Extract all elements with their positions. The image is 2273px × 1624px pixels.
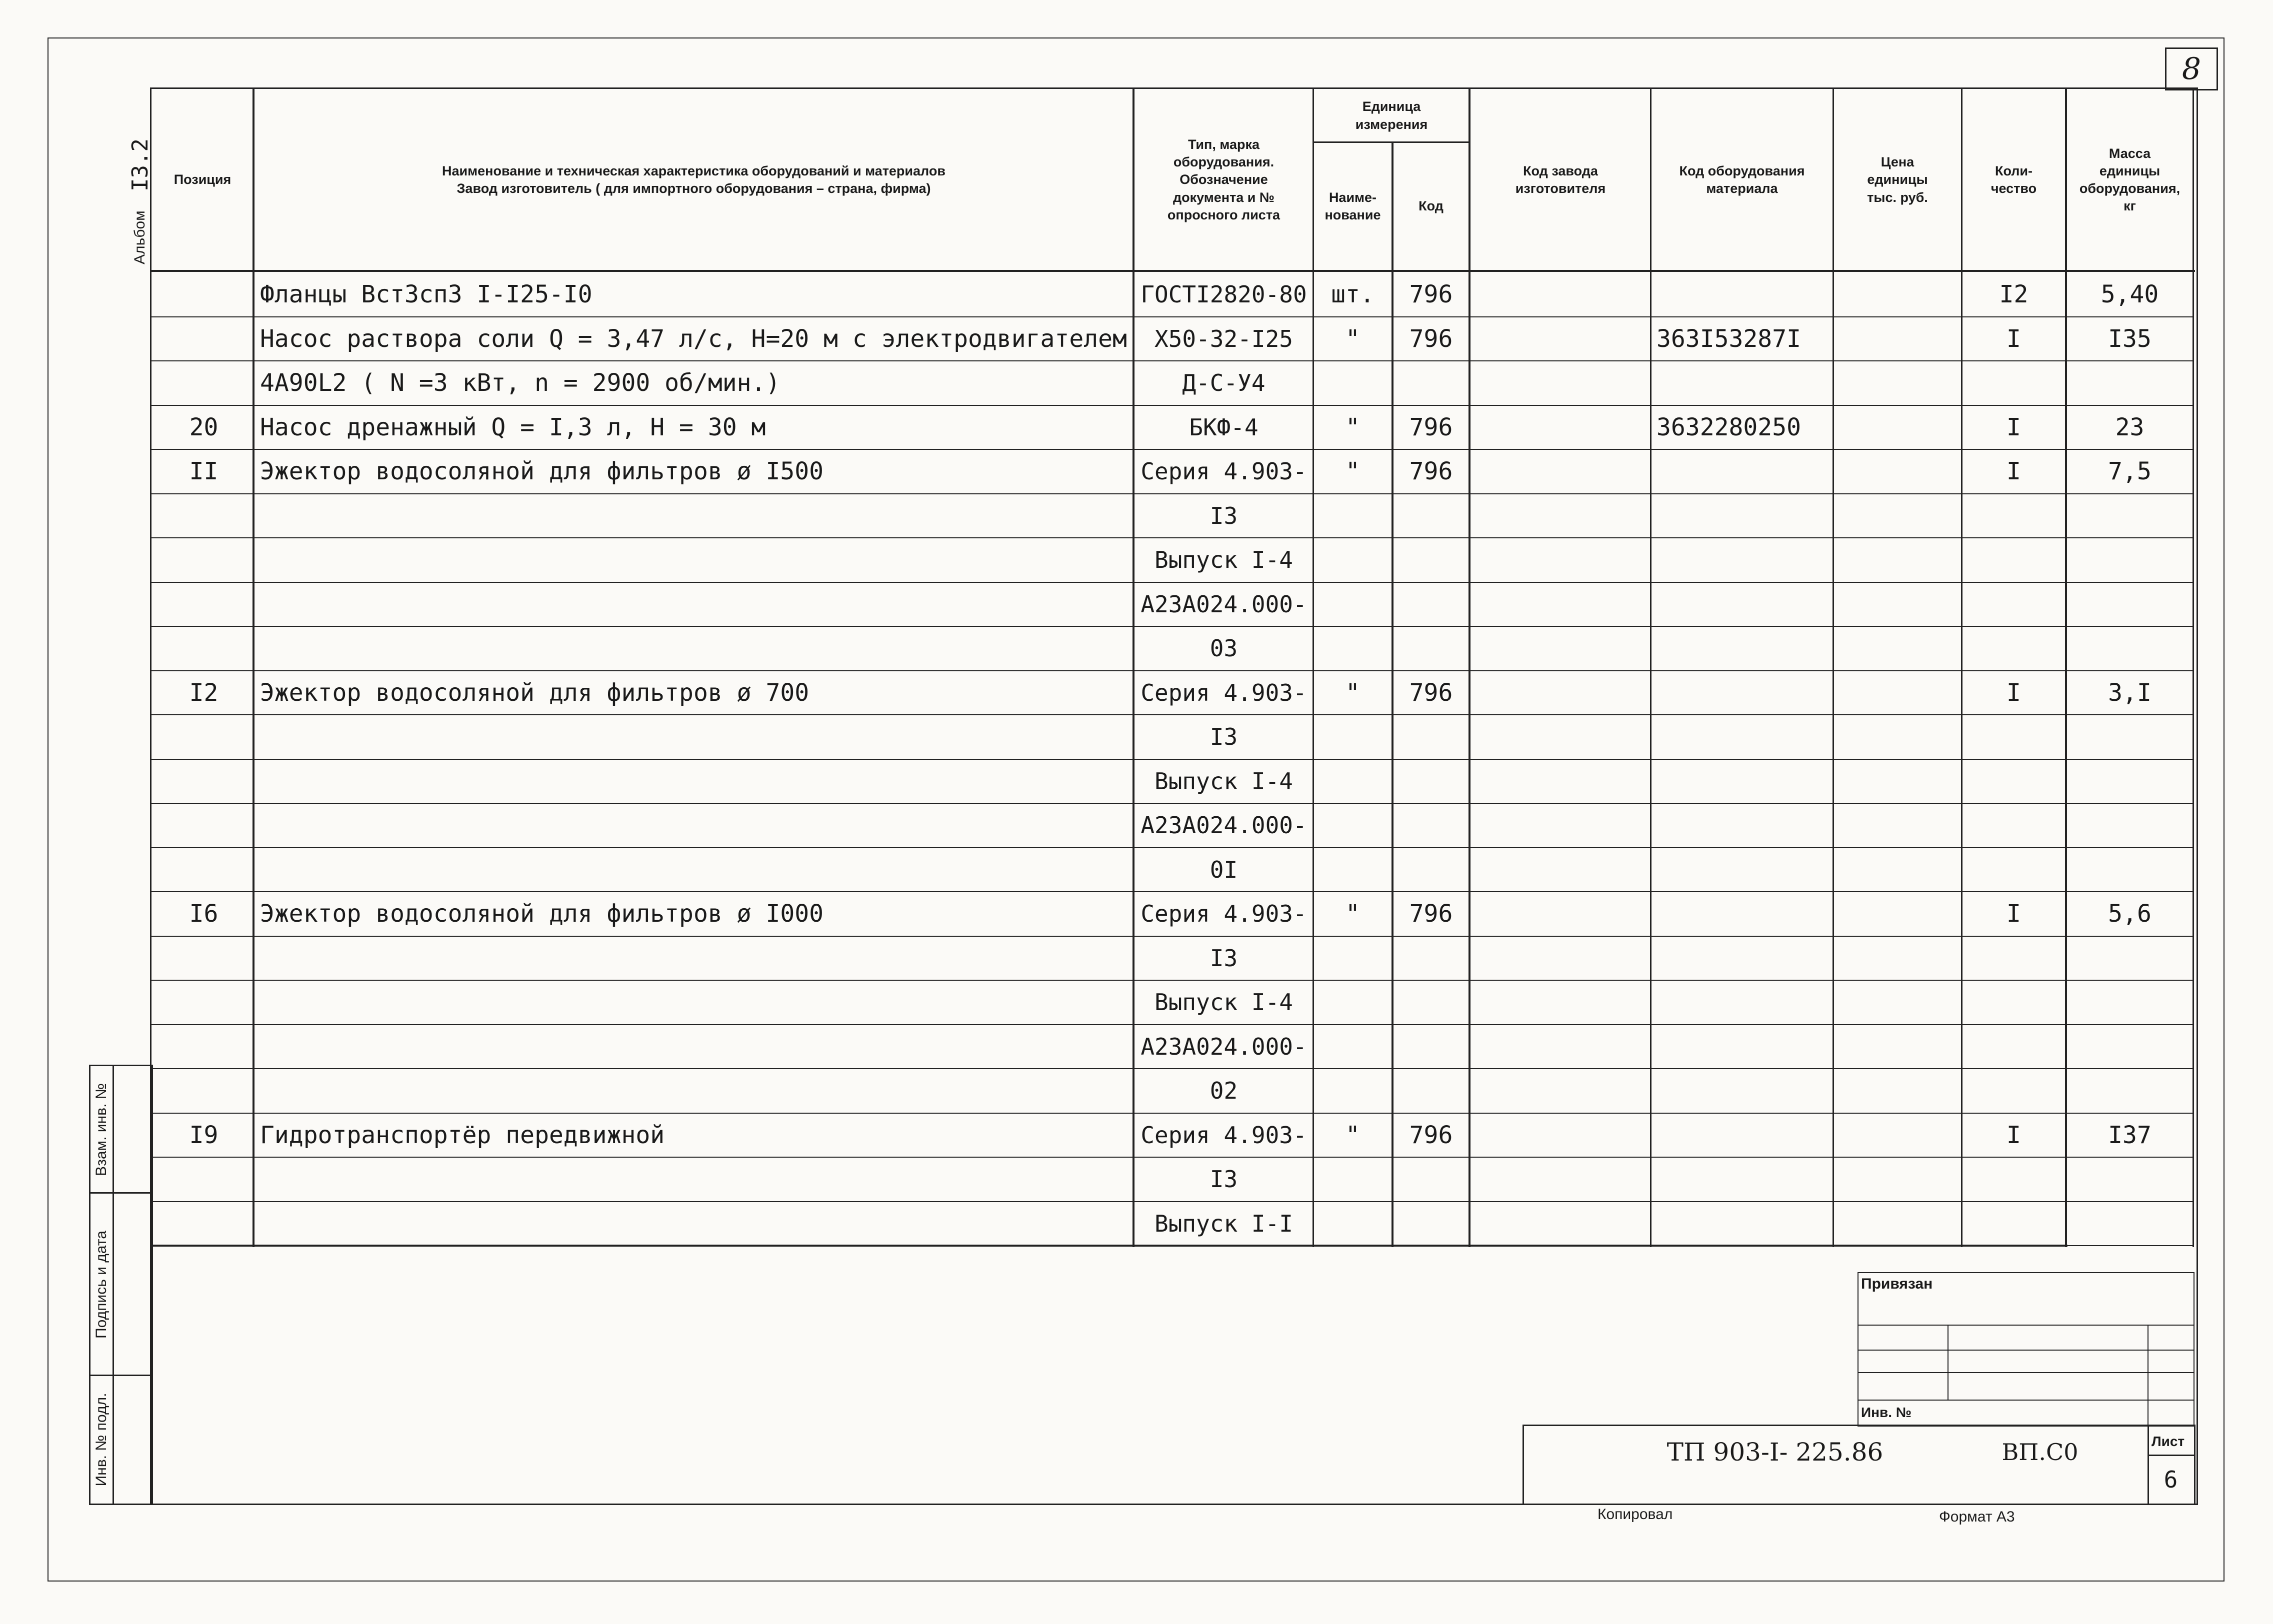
row-name — [260, 1201, 1132, 1246]
row-mass — [2067, 759, 2192, 803]
row-unit: " — [1346, 413, 1360, 441]
row-name — [260, 626, 1132, 670]
row-unit — [1314, 360, 1392, 405]
row-price — [1834, 360, 1961, 405]
row-equipment-code: 3632280250 — [1656, 413, 1801, 441]
row-type: 0I — [1210, 856, 1238, 883]
row-name — [260, 537, 1132, 582]
row-price — [1834, 670, 1961, 715]
row-type: Выпуск I-4 — [1154, 988, 1293, 1016]
row-price — [1834, 449, 1961, 493]
row-factory-code — [1470, 936, 1650, 980]
row-mass — [2067, 582, 2192, 626]
inventory-label: Инв. № подл. — [93, 1393, 110, 1487]
row-code — [1394, 1068, 1468, 1113]
row-position — [155, 803, 252, 847]
row-type: Серия 4.903- — [1140, 679, 1307, 706]
row-type: Х50-32-I25 — [1154, 325, 1293, 352]
header-unit-group: Единица измерения — [1355, 99, 1428, 132]
row-position — [155, 493, 252, 538]
row-name: Гидротранспортёр передвижной — [260, 1121, 665, 1149]
row-mass — [2067, 847, 2192, 892]
row-unit — [1314, 759, 1392, 803]
row-type: 02 — [1210, 1077, 1238, 1104]
row-quantity — [1962, 714, 2065, 759]
row-mass — [2067, 626, 2192, 670]
row-quantity — [1962, 1024, 2065, 1069]
row-unit — [1314, 847, 1392, 892]
row-type: ГОСТI2820-80 — [1140, 280, 1307, 308]
header-position: Позиция — [174, 172, 232, 187]
row-factory-code — [1470, 493, 1650, 538]
row-type: I3 — [1210, 502, 1238, 529]
row-factory-code — [1470, 1157, 1650, 1201]
row-code — [1394, 847, 1468, 892]
row-name — [260, 1157, 1132, 1201]
row-unit — [1314, 1201, 1392, 1246]
row-type: Д-С-У4 — [1182, 369, 1266, 396]
row-type: Выпуск I-4 — [1154, 546, 1293, 573]
row-quantity — [1962, 537, 2065, 582]
row-price — [1834, 714, 1961, 759]
row-factory-code — [1470, 582, 1650, 626]
row-name — [260, 493, 1132, 538]
row-factory-code — [1470, 316, 1650, 361]
row-position — [155, 537, 252, 582]
row-type: Серия 4.903- — [1140, 1121, 1307, 1149]
document-code: ТП 903-I- 225.86 — [1666, 1438, 1884, 1467]
row-name — [260, 759, 1132, 803]
row-code — [1394, 582, 1468, 626]
row-position — [155, 980, 252, 1024]
row-mass — [2067, 360, 2192, 405]
row-name: Эжектор водосоляной для фильтров ø 700 — [260, 678, 810, 707]
header-name: Наименование и техническая характеристика оборудований и материалов Завод изготовитель ( для импортного оборудования – страна, фирма) — [442, 163, 946, 196]
row-position: I2 — [189, 678, 218, 707]
row-mass — [2067, 537, 2192, 582]
row-type: Выпуск I-I — [1154, 1210, 1293, 1237]
row-quantity — [1962, 759, 2065, 803]
row-code — [1394, 980, 1468, 1024]
sheet-number: 6 — [2164, 1466, 2178, 1493]
row-mass — [2067, 714, 2192, 759]
copied-label: Копировал — [1598, 1506, 1673, 1523]
row-quantity: I — [2006, 678, 2021, 707]
row-unit — [1314, 582, 1392, 626]
row-mass: 5,40 — [2100, 280, 2159, 308]
row-mass — [2067, 980, 2192, 1024]
row-quantity: I — [2006, 324, 2021, 353]
row-code — [1394, 1024, 1468, 1069]
row-unit: " — [1346, 1121, 1360, 1149]
row-type: I3 — [1210, 723, 1238, 750]
row-code — [1394, 360, 1468, 405]
row-position — [155, 936, 252, 980]
row-name: Эжектор водосоляной для фильтров ø I000 — [260, 899, 824, 928]
row-unit — [1314, 626, 1392, 670]
row-quantity — [1962, 936, 2065, 980]
row-code — [1394, 759, 1468, 803]
row-mass — [2067, 1068, 2192, 1113]
row-code: 796 — [1409, 413, 1453, 441]
row-unit: шт. — [1331, 280, 1374, 308]
row-price — [1834, 891, 1961, 936]
row-code — [1394, 803, 1468, 847]
row-unit: " — [1346, 324, 1360, 353]
header-factory-code: Код завода изготовителя — [1515, 163, 1606, 196]
row-equipment-code — [1656, 980, 1838, 1024]
row-factory-code — [1470, 360, 1650, 405]
row-price — [1834, 1157, 1961, 1201]
row-quantity — [1962, 626, 2065, 670]
row-price — [1834, 405, 1961, 449]
row-unit — [1314, 803, 1392, 847]
row-code — [1394, 1201, 1468, 1246]
row-unit — [1314, 493, 1392, 538]
row-code: 796 — [1409, 678, 1453, 707]
row-quantity — [1962, 803, 2065, 847]
album-label: Альбом — [132, 210, 148, 264]
row-equipment-code — [1656, 449, 1838, 493]
row-price — [1834, 1068, 1961, 1113]
row-factory-code — [1470, 803, 1650, 847]
row-mass: I35 — [2108, 324, 2152, 353]
row-quantity — [1962, 493, 2065, 538]
row-code — [1394, 537, 1468, 582]
row-factory-code — [1470, 537, 1650, 582]
row-equipment-code — [1656, 891, 1838, 936]
row-mass — [2067, 803, 2192, 847]
row-equipment-code — [1656, 360, 1838, 405]
row-position — [155, 1201, 252, 1246]
row-price — [1834, 1201, 1961, 1246]
document-mark: ВП.С0 — [2002, 1439, 2078, 1466]
row-unit — [1314, 1024, 1392, 1069]
signature-date-label: Подпись и дата — [93, 1231, 110, 1339]
row-factory-code — [1470, 714, 1650, 759]
row-equipment-code — [1656, 1024, 1838, 1069]
row-name — [260, 714, 1132, 759]
row-price — [1834, 537, 1961, 582]
row-factory-code — [1470, 891, 1650, 936]
row-code: 796 — [1409, 457, 1453, 485]
row-price — [1834, 847, 1961, 892]
row-unit — [1314, 980, 1392, 1024]
row-position — [155, 1068, 252, 1113]
row-name — [260, 803, 1132, 847]
row-type: БКФ-4 — [1189, 413, 1258, 441]
row-name: Фланцы ВстЗсп3 I-I25-I0 — [260, 280, 592, 308]
row-code: 796 — [1409, 1121, 1453, 1149]
row-quantity — [1962, 1201, 2065, 1246]
header-equipment-code: Код оборудования материала — [1679, 163, 1805, 196]
row-type: А23А024.000- — [1140, 590, 1307, 618]
row-equipment-code — [1656, 803, 1838, 847]
row-name — [260, 936, 1132, 980]
row-factory-code — [1470, 626, 1650, 670]
row-quantity — [1962, 847, 2065, 892]
row-mass: 5,6 — [2108, 899, 2152, 928]
row-mass — [2067, 1024, 2192, 1069]
row-quantity — [1962, 1157, 2065, 1201]
row-equipment-code — [1656, 759, 1838, 803]
row-price — [1834, 1113, 1961, 1157]
row-unit — [1314, 1068, 1392, 1113]
header-quantity: Коли- чество — [1990, 163, 2037, 196]
row-name: Насос раствора соли Q = 3,47 л/с, Н=20 м с электродвигателем — [260, 324, 1127, 353]
row-type: Серия 4.903- — [1140, 900, 1307, 927]
row-factory-code — [1470, 272, 1650, 316]
row-name: 4А90L2 ( N =3 кВт, n = 2900 об/мин.) — [260, 368, 780, 397]
row-unit — [1314, 1157, 1392, 1201]
row-equipment-code — [1656, 1157, 1838, 1201]
sheet-label: Лист — [2152, 1434, 2185, 1449]
row-factory-code — [1470, 759, 1650, 803]
row-type: I3 — [1210, 944, 1238, 972]
row-name: Эжектор водосоляной для фильтров ø I500 — [260, 457, 824, 485]
row-position — [155, 626, 252, 670]
row-mass — [2067, 1201, 2192, 1246]
row-equipment-code — [1656, 272, 1838, 316]
row-position: II — [189, 457, 218, 485]
row-price — [1834, 582, 1961, 626]
header-unit-code: Код — [1418, 198, 1444, 214]
row-equipment-code: 363I53287I — [1656, 324, 1801, 353]
header-top-line — [150, 87, 2195, 89]
album-value: I3.2 — [127, 138, 153, 191]
row-price — [1834, 493, 1961, 538]
row-price — [1834, 936, 1961, 980]
row-unit — [1314, 714, 1392, 759]
row-position — [155, 272, 252, 316]
row-equipment-code — [1656, 1201, 1838, 1246]
row-quantity: I — [2006, 899, 2021, 928]
row-code — [1394, 1157, 1468, 1201]
row-mass: 23 — [2115, 413, 2144, 441]
row-mass: 3,I — [2108, 678, 2152, 707]
row-name — [260, 582, 1132, 626]
row-factory-code — [1470, 670, 1650, 715]
bound-label: Привязан — [1861, 1276, 1933, 1292]
inv-label: Инв. № — [1861, 1405, 1912, 1420]
row-type: 03 — [1210, 634, 1238, 662]
row-unit — [1314, 537, 1392, 582]
row-quantity: I — [2006, 413, 2021, 441]
row-position — [155, 1157, 252, 1201]
header-mass: Масса единицы оборудования, кг — [2079, 145, 2180, 214]
row-mass — [2067, 493, 2192, 538]
row-position: I6 — [189, 899, 218, 928]
row-quantity — [1962, 582, 2065, 626]
row-position — [155, 759, 252, 803]
row-quantity — [1962, 360, 2065, 405]
header-unit-name: Наиме- нование — [1324, 189, 1381, 222]
row-type: Серия 4.903- — [1140, 457, 1307, 485]
row-unit: " — [1346, 899, 1360, 928]
row-factory-code — [1470, 1201, 1650, 1246]
row-price — [1834, 759, 1961, 803]
row-type: Выпуск I-4 — [1154, 767, 1293, 795]
row-position — [155, 360, 252, 405]
row-price — [1834, 980, 1961, 1024]
page-number: 8 — [2182, 51, 2202, 86]
row-equipment-code — [1656, 537, 1838, 582]
row-code: 796 — [1409, 280, 1453, 308]
row-price — [1834, 803, 1961, 847]
row-unit — [1314, 936, 1392, 980]
row-unit: " — [1346, 678, 1360, 707]
row-equipment-code — [1656, 936, 1838, 980]
row-factory-code — [1470, 980, 1650, 1024]
row-unit: " — [1346, 457, 1360, 485]
row-factory-code — [1470, 1024, 1650, 1069]
row-quantity: I — [2006, 1121, 2021, 1149]
row-equipment-code — [1656, 582, 1838, 626]
row-price — [1834, 1024, 1961, 1069]
row-equipment-code — [1656, 714, 1838, 759]
format-label: Формат А3 — [1939, 1509, 2015, 1525]
row-equipment-code — [1656, 847, 1838, 892]
row-factory-code — [1470, 449, 1650, 493]
row-mass — [2067, 936, 2192, 980]
row-quantity: I2 — [1999, 280, 2028, 308]
row-quantity — [1962, 980, 2065, 1024]
row-position — [155, 847, 252, 892]
row-price — [1834, 626, 1961, 670]
row-quantity: I — [2006, 457, 2021, 485]
row-equipment-code — [1656, 670, 1838, 715]
row-position — [155, 316, 252, 361]
header-type: Тип, марка оборудования. Обозначение документа и № опросного листа — [1167, 137, 1280, 222]
row-code — [1394, 714, 1468, 759]
row-name: Насос дренажный Q = I,3 л, Н = 30 м — [260, 413, 766, 441]
row-mass: I37 — [2108, 1121, 2152, 1149]
row-position — [155, 582, 252, 626]
row-quantity — [1962, 1068, 2065, 1113]
row-factory-code — [1470, 1068, 1650, 1113]
row-position — [155, 1024, 252, 1069]
row-equipment-code — [1656, 493, 1838, 538]
row-position — [155, 714, 252, 759]
row-factory-code — [1470, 847, 1650, 892]
row-position: I9 — [189, 1121, 218, 1149]
row-position: 20 — [189, 413, 218, 441]
row-equipment-code — [1656, 626, 1838, 670]
row-code — [1394, 626, 1468, 670]
row-equipment-code — [1656, 1068, 1838, 1113]
row-name — [260, 1024, 1132, 1069]
row-code: 796 — [1409, 899, 1453, 928]
row-code — [1394, 493, 1468, 538]
row-mass: 7,5 — [2108, 457, 2152, 485]
row-type: I3 — [1210, 1165, 1238, 1193]
row-price — [1834, 316, 1961, 361]
row-code: 796 — [1409, 324, 1453, 353]
row-factory-code — [1470, 1113, 1650, 1157]
row-price — [1834, 272, 1961, 316]
row-factory-code — [1470, 405, 1650, 449]
row-code — [1394, 936, 1468, 980]
row-name — [260, 847, 1132, 892]
row-equipment-code — [1656, 1113, 1838, 1157]
row-name — [260, 1068, 1132, 1113]
row-type: А23А024.000- — [1140, 1033, 1307, 1060]
replaced-inv-label: Взам. инв. № — [93, 1083, 110, 1176]
row-name — [260, 980, 1132, 1024]
row-type: А23А024.000- — [1140, 811, 1307, 839]
row-mass — [2067, 1157, 2192, 1201]
header-price: Цена единицы тыс. руб. — [1867, 154, 1928, 205]
